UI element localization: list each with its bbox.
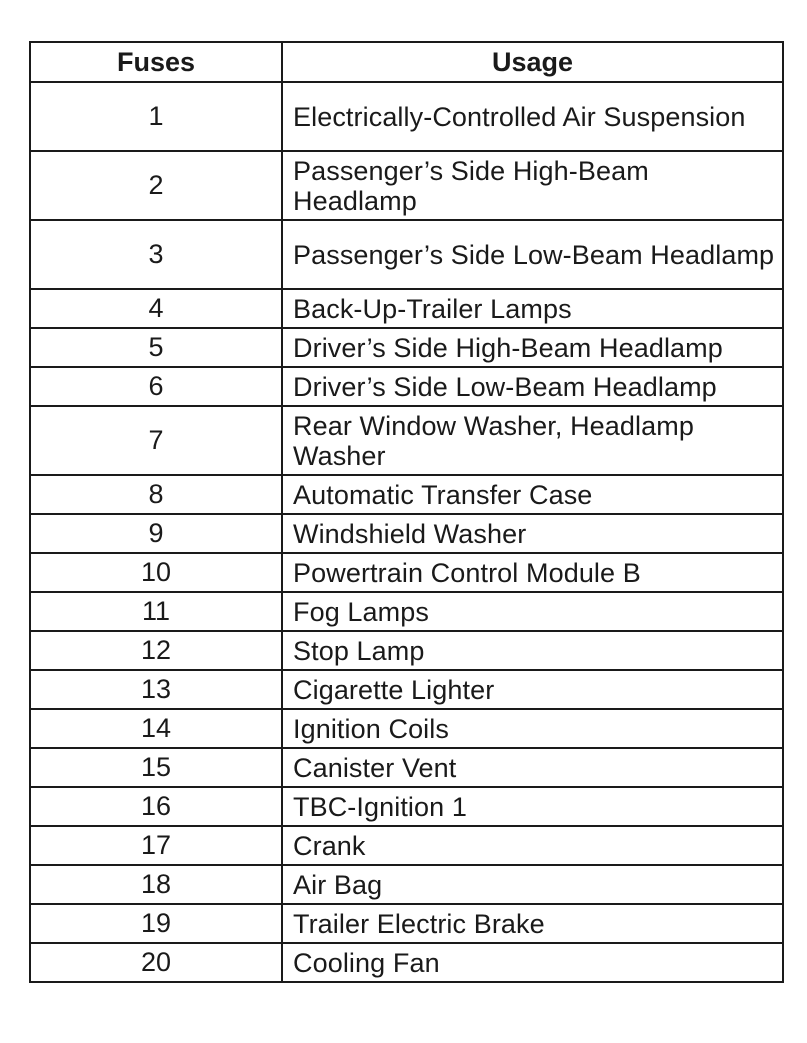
fuse-usage-cell: Air Bag bbox=[282, 865, 783, 904]
fuse-number-cell: 16 bbox=[30, 787, 282, 826]
table-row bbox=[30, 631, 783, 670]
fuse-usage-cell: Rear Window Washer, Headlamp Washer bbox=[282, 406, 783, 475]
table-row bbox=[30, 787, 783, 826]
fuse-number-cell: 2 bbox=[30, 151, 282, 220]
fuse-usage-cell: Automatic Transfer Case bbox=[282, 475, 783, 514]
table-row bbox=[30, 220, 783, 289]
fuse-number-cell: 9 bbox=[30, 514, 282, 553]
fuse-number-cell: 6 bbox=[30, 367, 282, 406]
fuse-usage-table bbox=[29, 41, 784, 983]
fuse-number-cell: 11 bbox=[30, 592, 282, 631]
fuse-number-cell: 10 bbox=[30, 553, 282, 592]
table-body bbox=[30, 82, 783, 982]
table-row bbox=[30, 826, 783, 865]
fuse-usage-cell: Passenger’s Side High-Beam Headlamp bbox=[282, 151, 783, 220]
header-usage: Usage bbox=[282, 42, 783, 82]
table-row bbox=[30, 151, 783, 220]
fuse-number-cell: 18 bbox=[30, 865, 282, 904]
fuse-usage-cell: Powertrain Control Module B bbox=[282, 553, 783, 592]
fuse-number-cell: 7 bbox=[30, 406, 282, 475]
fuse-number-cell: 13 bbox=[30, 670, 282, 709]
fuse-usage-cell: Back-Up-Trailer Lamps bbox=[282, 289, 783, 328]
fuse-number-cell: 20 bbox=[30, 943, 282, 982]
table-row bbox=[30, 904, 783, 943]
fuse-usage-cell: Driver’s Side High-Beam Headlamp bbox=[282, 328, 783, 367]
table-row bbox=[30, 514, 783, 553]
fuse-number-cell: 19 bbox=[30, 904, 282, 943]
table-row bbox=[30, 406, 783, 475]
fuse-usage-cell: Trailer Electric Brake bbox=[282, 904, 783, 943]
fuse-usage-cell: Windshield Washer bbox=[282, 514, 783, 553]
fuse-usage-cell: Stop Lamp bbox=[282, 631, 783, 670]
fuse-number-cell: 3 bbox=[30, 220, 282, 289]
fuse-number-cell: 1 bbox=[30, 82, 282, 151]
fuse-number-cell: 12 bbox=[30, 631, 282, 670]
fuse-usage-cell: TBC-Ignition 1 bbox=[282, 787, 783, 826]
fuse-number-cell: 5 bbox=[30, 328, 282, 367]
fuse-usage-cell: Passenger’s Side Low-Beam Headlamp bbox=[282, 220, 783, 289]
table-row bbox=[30, 709, 783, 748]
fuse-usage-cell: Canister Vent bbox=[282, 748, 783, 787]
table-row bbox=[30, 943, 783, 982]
fuse-number-cell: 15 bbox=[30, 748, 282, 787]
fuse-usage-cell: Cigarette Lighter bbox=[282, 670, 783, 709]
fuse-number-cell: 14 bbox=[30, 709, 282, 748]
table-row bbox=[30, 328, 783, 367]
fuse-number-cell: 8 bbox=[30, 475, 282, 514]
fuse-number-cell: 17 bbox=[30, 826, 282, 865]
fuse-usage-cell: Driver’s Side Low-Beam Headlamp bbox=[282, 367, 783, 406]
fuse-usage-cell: Crank bbox=[282, 826, 783, 865]
table-row bbox=[30, 865, 783, 904]
fuse-number-cell: 4 bbox=[30, 289, 282, 328]
table-row bbox=[30, 553, 783, 592]
fuse-usage-cell: Electrically-Controlled Air Suspension bbox=[282, 82, 783, 151]
table-row bbox=[30, 82, 783, 151]
table-row bbox=[30, 475, 783, 514]
table-row bbox=[30, 670, 783, 709]
header-row bbox=[30, 42, 783, 82]
fuse-usage-cell: Cooling Fan bbox=[282, 943, 783, 982]
table-row bbox=[30, 289, 783, 328]
fuse-usage-cell: Fog Lamps bbox=[282, 592, 783, 631]
header-fuses: Fuses bbox=[30, 42, 282, 82]
table-header bbox=[30, 42, 783, 82]
table-row bbox=[30, 748, 783, 787]
table-row bbox=[30, 367, 783, 406]
table-row bbox=[30, 592, 783, 631]
fuse-usage-cell: Ignition Coils bbox=[282, 709, 783, 748]
